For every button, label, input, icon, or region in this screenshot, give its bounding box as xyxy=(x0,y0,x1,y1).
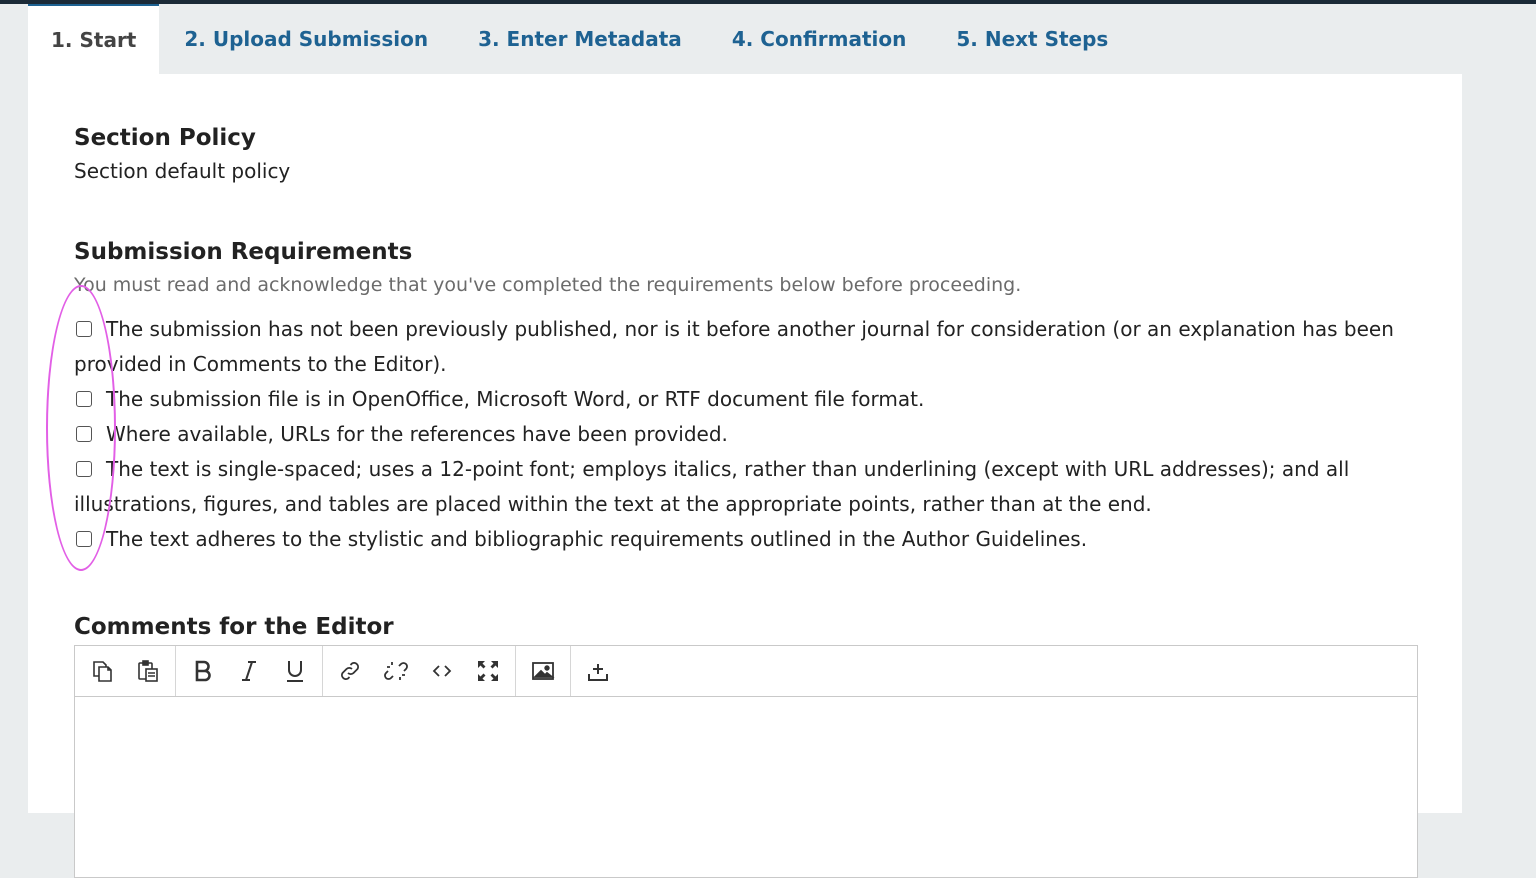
requirement-checkbox[interactable] xyxy=(76,391,92,407)
link-icon[interactable] xyxy=(327,646,373,696)
tab-confirmation[interactable]: 4. Confirmation xyxy=(731,27,907,51)
paste-icon[interactable] xyxy=(125,646,171,696)
tab-upload-submission[interactable]: 2. Upload Submission xyxy=(184,27,429,51)
bold-icon[interactable] xyxy=(180,646,226,696)
media-group xyxy=(516,646,571,696)
wizard-tabs xyxy=(28,4,1133,74)
requirement-checkbox[interactable] xyxy=(76,461,92,477)
insert-group xyxy=(323,646,516,696)
upload-group xyxy=(571,646,625,696)
upload-icon[interactable] xyxy=(575,646,621,696)
requirement-label[interactable]: The text is single-spaced; uses a 12-point font; employs italics, rather than underlining (except with URL addresses); and all illustrations, figures, and tables are placed within the text at the appropriate points, rather than at the end. xyxy=(74,457,1350,516)
requirement-label[interactable]: Where available, URLs for the references have been provided. xyxy=(106,422,728,446)
underline-icon[interactable] xyxy=(272,646,318,696)
unlink-icon[interactable] xyxy=(373,646,419,696)
wizard-panel xyxy=(28,74,1462,813)
code-icon[interactable] xyxy=(419,646,465,696)
start-form xyxy=(74,122,1418,878)
tab-next-steps[interactable]: 5. Next Steps xyxy=(956,27,1109,51)
requirement-checkbox[interactable] xyxy=(76,426,92,442)
requirement-item[interactable] xyxy=(74,452,1418,522)
section-policy-title: Section Policy xyxy=(74,125,256,151)
copy-icon[interactable] xyxy=(79,646,125,696)
requirement-label[interactable]: The submission has not been previously published, nor is it before another journal for consideration (or an explanation has been provided in Comments to the Editor). xyxy=(74,317,1394,376)
section-policy-text: Section default policy xyxy=(74,159,291,183)
section-policy xyxy=(74,122,1418,188)
fullscreen-icon[interactable] xyxy=(465,646,511,696)
tab-start[interactable]: 1. Start xyxy=(28,4,159,74)
comments-title: Comments for the Editor xyxy=(74,614,394,640)
requirement-checkbox[interactable] xyxy=(76,321,92,337)
requirement-item[interactable] xyxy=(74,312,1418,382)
requirement-item[interactable] xyxy=(74,522,1418,557)
requirement-item[interactable] xyxy=(74,417,1418,452)
requirement-item[interactable] xyxy=(74,382,1418,417)
comments-editor-body[interactable] xyxy=(75,697,1417,877)
submission-requirements-title: Submission Requirements xyxy=(74,239,413,265)
requirements-instructions: You must read and acknowledge that you've completed the requirements below before proceeding. xyxy=(74,274,1022,296)
editor-toolbar xyxy=(75,646,1417,697)
tab-enter-metadata[interactable]: 3. Enter Metadata xyxy=(478,27,682,51)
format-group xyxy=(176,646,323,696)
clipboard-group xyxy=(75,646,176,696)
requirement-checkbox[interactable] xyxy=(76,531,92,547)
requirements-list xyxy=(74,312,1418,557)
italic-icon[interactable] xyxy=(226,646,272,696)
image-icon[interactable] xyxy=(520,646,566,696)
rich-text-editor xyxy=(74,645,1418,878)
requirement-label[interactable]: The submission file is in OpenOffice, Microsoft Word, or RTF document file format. xyxy=(106,387,925,411)
comments-for-editor xyxy=(74,611,1418,878)
submission-requirements xyxy=(74,236,1418,557)
requirement-label[interactable]: The text adheres to the stylistic and bibliographic requirements outlined in the Author Guidelines. xyxy=(106,527,1088,551)
